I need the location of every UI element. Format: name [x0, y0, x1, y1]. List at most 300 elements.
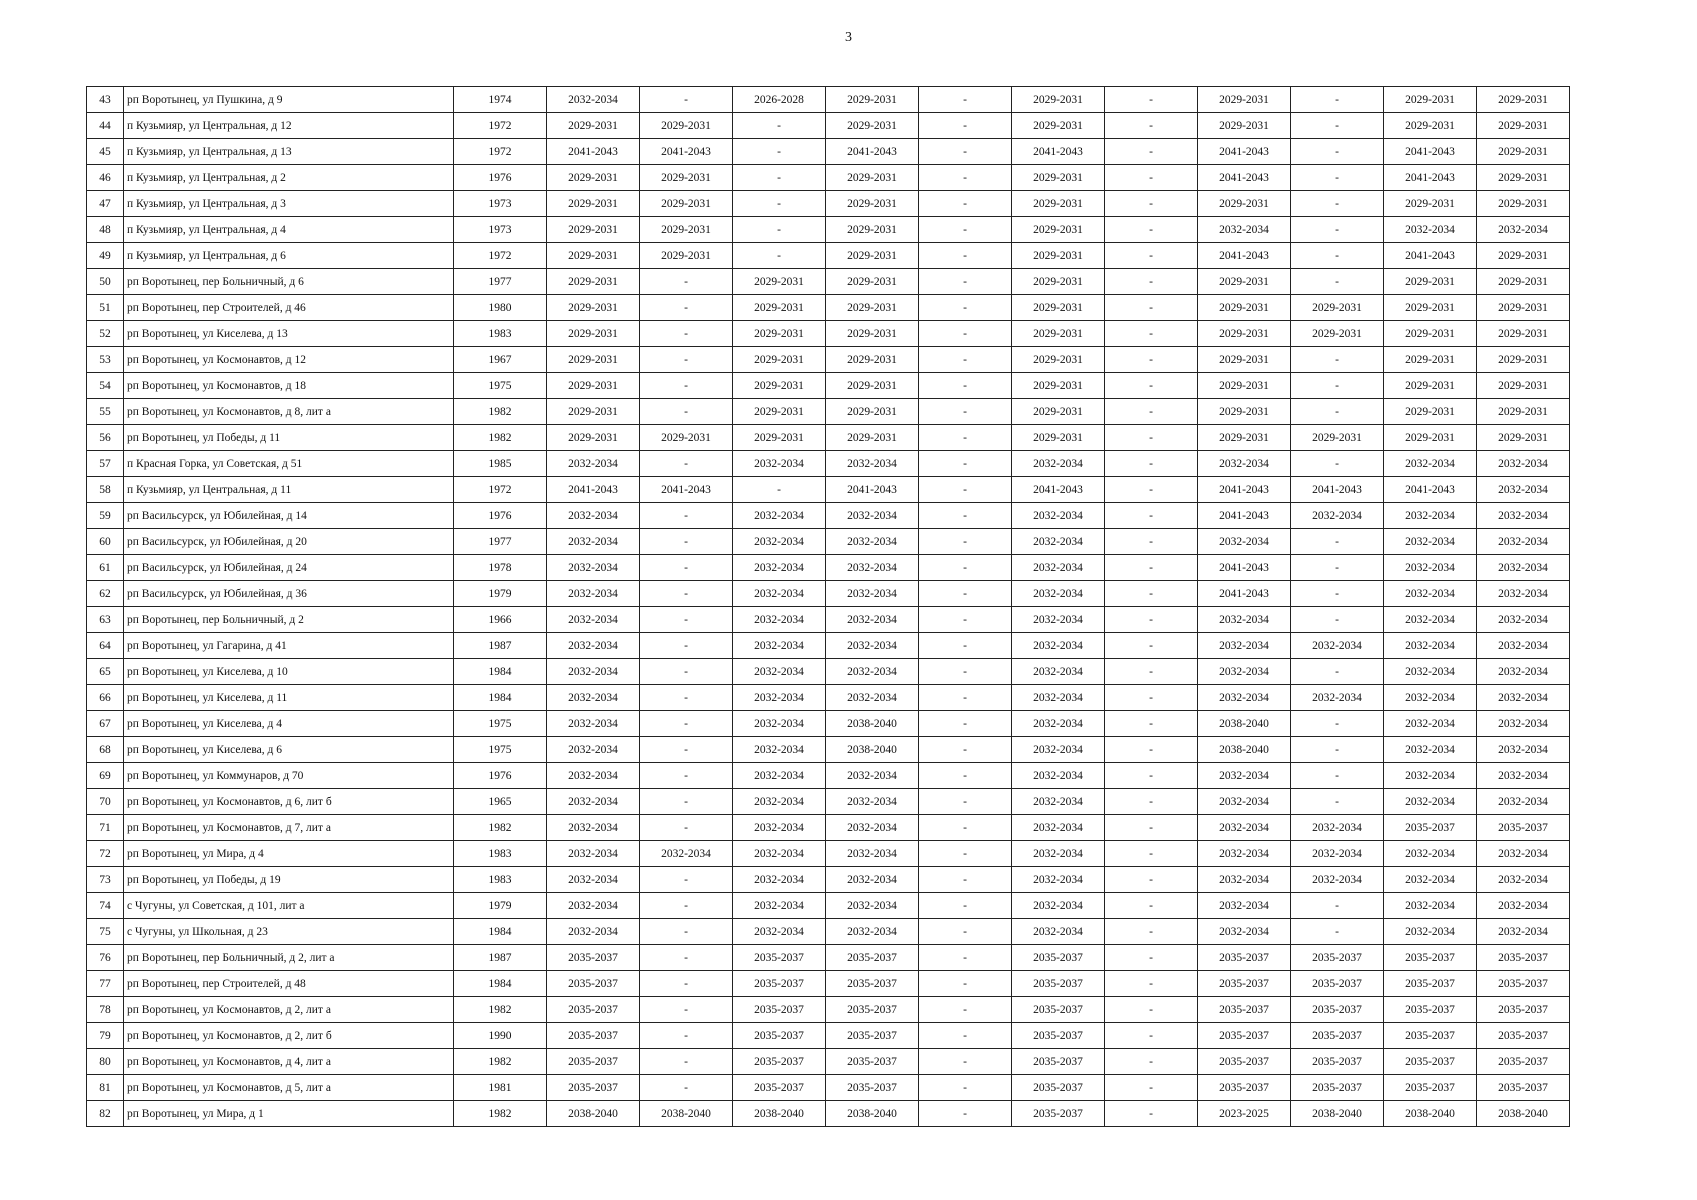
period-1-cell: 2029-2031 — [547, 243, 640, 269]
build-year-cell: 1982 — [454, 997, 547, 1023]
period-9-cell: - — [1291, 451, 1384, 477]
period-8-cell: 2032-2034 — [1198, 789, 1291, 815]
period-1-cell: 2035-2037 — [547, 1023, 640, 1049]
period-5-cell: - — [919, 243, 1012, 269]
period-5-cell: - — [919, 1075, 1012, 1101]
period-4-cell: 2029-2031 — [826, 87, 919, 113]
row-number-cell: 53 — [87, 347, 124, 373]
period-11-cell: 2035-2037 — [1477, 1075, 1570, 1101]
period-7-cell: - — [1105, 867, 1198, 893]
period-10-cell: 2032-2034 — [1384, 217, 1477, 243]
period-11-cell: 2032-2034 — [1477, 685, 1570, 711]
period-6-cell: 2032-2034 — [1012, 763, 1105, 789]
period-9-cell: 2035-2037 — [1291, 997, 1384, 1023]
period-7-cell: - — [1105, 945, 1198, 971]
period-8-cell: 2041-2043 — [1198, 581, 1291, 607]
table-row — [87, 373, 1570, 399]
address-cell: рп Воротынец, ул Победы, д 19 — [124, 867, 454, 893]
period-5-cell: - — [919, 347, 1012, 373]
period-6-cell: 2029-2031 — [1012, 243, 1105, 269]
period-1-cell: 2035-2037 — [547, 1049, 640, 1075]
period-11-cell: 2029-2031 — [1477, 269, 1570, 295]
row-number-cell: 66 — [87, 685, 124, 711]
period-5-cell: - — [919, 191, 1012, 217]
period-11-cell: 2038-2040 — [1477, 1101, 1570, 1127]
period-8-cell: 2029-2031 — [1198, 191, 1291, 217]
period-1-cell: 2029-2031 — [547, 217, 640, 243]
period-2-cell: 2041-2043 — [640, 139, 733, 165]
period-2-cell: 2041-2043 — [640, 477, 733, 503]
build-year-cell: 1983 — [454, 321, 547, 347]
address-cell: рп Воротынец, пер Больничный, д 2, лит а — [124, 945, 454, 971]
period-3-cell: 2029-2031 — [733, 425, 826, 451]
period-7-cell: - — [1105, 633, 1198, 659]
period-11-cell: 2035-2037 — [1477, 971, 1570, 997]
period-11-cell: 2029-2031 — [1477, 373, 1570, 399]
period-11-cell: 2029-2031 — [1477, 295, 1570, 321]
period-4-cell: 2032-2034 — [826, 633, 919, 659]
period-7-cell: - — [1105, 919, 1198, 945]
period-8-cell: 2029-2031 — [1198, 425, 1291, 451]
build-year-cell: 1976 — [454, 503, 547, 529]
table-row — [87, 113, 1570, 139]
period-5-cell: - — [919, 581, 1012, 607]
period-2-cell: - — [640, 971, 733, 997]
period-9-cell: - — [1291, 113, 1384, 139]
row-number-cell: 55 — [87, 399, 124, 425]
period-5-cell: - — [919, 321, 1012, 347]
period-7-cell: - — [1105, 87, 1198, 113]
period-8-cell: 2029-2031 — [1198, 399, 1291, 425]
period-10-cell: 2035-2037 — [1384, 1049, 1477, 1075]
period-7-cell: - — [1105, 269, 1198, 295]
period-4-cell: 2032-2034 — [826, 607, 919, 633]
row-number-cell: 62 — [87, 581, 124, 607]
period-3-cell: 2032-2034 — [733, 451, 826, 477]
table-row — [87, 633, 1570, 659]
period-1-cell: 2029-2031 — [547, 269, 640, 295]
period-1-cell: 2032-2034 — [547, 503, 640, 529]
period-10-cell: 2041-2043 — [1384, 477, 1477, 503]
table-row — [87, 789, 1570, 815]
period-6-cell: 2041-2043 — [1012, 139, 1105, 165]
build-year-cell: 1987 — [454, 945, 547, 971]
period-2-cell: - — [640, 607, 733, 633]
period-8-cell: 2032-2034 — [1198, 815, 1291, 841]
period-5-cell: - — [919, 607, 1012, 633]
period-5-cell: - — [919, 1023, 1012, 1049]
period-2-cell: - — [640, 529, 733, 555]
row-number-cell: 75 — [87, 919, 124, 945]
period-1-cell: 2032-2034 — [547, 893, 640, 919]
period-3-cell: - — [733, 165, 826, 191]
period-6-cell: 2032-2034 — [1012, 659, 1105, 685]
period-10-cell: 2032-2034 — [1384, 555, 1477, 581]
period-10-cell: 2029-2031 — [1384, 87, 1477, 113]
period-2-cell: - — [640, 997, 733, 1023]
period-9-cell: - — [1291, 529, 1384, 555]
period-6-cell: 2032-2034 — [1012, 789, 1105, 815]
period-2-cell: - — [640, 633, 733, 659]
period-8-cell: 2038-2040 — [1198, 711, 1291, 737]
period-5-cell: - — [919, 425, 1012, 451]
period-9-cell: - — [1291, 87, 1384, 113]
build-year-cell: 1967 — [454, 347, 547, 373]
period-5-cell: - — [919, 893, 1012, 919]
address-cell: рп Воротынец, ул Космонавтов, д 6, лит б — [124, 789, 454, 815]
address-cell: рп Воротынец, ул Киселева, д 4 — [124, 711, 454, 737]
table-row — [87, 321, 1570, 347]
period-5-cell: - — [919, 685, 1012, 711]
period-6-cell: 2029-2031 — [1012, 321, 1105, 347]
period-7-cell: - — [1105, 1023, 1198, 1049]
period-3-cell: - — [733, 191, 826, 217]
period-4-cell: 2029-2031 — [826, 217, 919, 243]
period-5-cell: - — [919, 165, 1012, 191]
table-row — [87, 165, 1570, 191]
row-number-cell: 80 — [87, 1049, 124, 1075]
address-cell: рп Воротынец, пер Строителей, д 46 — [124, 295, 454, 321]
address-cell: рп Воротынец, ул Победы, д 11 — [124, 425, 454, 451]
period-3-cell: - — [733, 139, 826, 165]
period-7-cell: - — [1105, 1101, 1198, 1127]
row-number-cell: 72 — [87, 841, 124, 867]
period-10-cell: 2032-2034 — [1384, 763, 1477, 789]
period-10-cell: 2038-2040 — [1384, 1101, 1477, 1127]
period-2-cell: - — [640, 659, 733, 685]
period-6-cell: 2032-2034 — [1012, 633, 1105, 659]
period-10-cell: 2032-2034 — [1384, 841, 1477, 867]
period-8-cell: 2029-2031 — [1198, 295, 1291, 321]
period-4-cell: 2032-2034 — [826, 659, 919, 685]
period-4-cell: 2032-2034 — [826, 581, 919, 607]
period-2-cell: - — [640, 295, 733, 321]
table-row — [87, 529, 1570, 555]
build-year-cell: 1978 — [454, 555, 547, 581]
build-year-cell: 1974 — [454, 87, 547, 113]
period-7-cell: - — [1105, 1049, 1198, 1075]
table-row — [87, 425, 1570, 451]
period-8-cell: 2032-2034 — [1198, 659, 1291, 685]
period-8-cell: 2041-2043 — [1198, 243, 1291, 269]
table-row — [87, 191, 1570, 217]
period-7-cell: - — [1105, 529, 1198, 555]
row-number-cell: 76 — [87, 945, 124, 971]
period-10-cell: 2032-2034 — [1384, 503, 1477, 529]
address-cell: рп Воротынец, ул Космонавтов, д 18 — [124, 373, 454, 399]
table-row — [87, 841, 1570, 867]
period-7-cell: - — [1105, 113, 1198, 139]
period-8-cell: 2032-2034 — [1198, 841, 1291, 867]
period-6-cell: 2032-2034 — [1012, 685, 1105, 711]
period-5-cell: - — [919, 867, 1012, 893]
period-6-cell: 2035-2037 — [1012, 1049, 1105, 1075]
period-11-cell: 2029-2031 — [1477, 139, 1570, 165]
build-year-cell: 1972 — [454, 139, 547, 165]
period-11-cell: 2029-2031 — [1477, 399, 1570, 425]
period-8-cell: 2029-2031 — [1198, 321, 1291, 347]
period-3-cell: 2032-2034 — [733, 659, 826, 685]
period-5-cell: - — [919, 971, 1012, 997]
period-10-cell: 2035-2037 — [1384, 997, 1477, 1023]
period-10-cell: 2029-2031 — [1384, 191, 1477, 217]
period-7-cell: - — [1105, 425, 1198, 451]
period-7-cell: - — [1105, 685, 1198, 711]
period-1-cell: 2032-2034 — [547, 555, 640, 581]
period-6-cell: 2029-2031 — [1012, 113, 1105, 139]
address-cell: рп Воротынец, ул Киселева, д 13 — [124, 321, 454, 347]
build-year-cell: 1979 — [454, 581, 547, 607]
period-3-cell: 2032-2034 — [733, 737, 826, 763]
period-4-cell: 2029-2031 — [826, 113, 919, 139]
period-7-cell: - — [1105, 165, 1198, 191]
period-8-cell: 2029-2031 — [1198, 347, 1291, 373]
period-8-cell: 2029-2031 — [1198, 87, 1291, 113]
period-5-cell: - — [919, 815, 1012, 841]
address-cell: с Чугуны, ул Советская, д 101, лит а — [124, 893, 454, 919]
period-1-cell: 2029-2031 — [547, 113, 640, 139]
period-10-cell: 2035-2037 — [1384, 945, 1477, 971]
period-8-cell: 2035-2037 — [1198, 945, 1291, 971]
table-row — [87, 893, 1570, 919]
build-year-cell: 1975 — [454, 373, 547, 399]
build-year-cell: 1975 — [454, 737, 547, 763]
table-row — [87, 399, 1570, 425]
build-year-cell: 1976 — [454, 165, 547, 191]
address-cell: п Кузьмияр, ул Центральная, д 3 — [124, 191, 454, 217]
row-number-cell: 82 — [87, 1101, 124, 1127]
period-10-cell: 2029-2031 — [1384, 399, 1477, 425]
period-11-cell: 2032-2034 — [1477, 919, 1570, 945]
address-cell: рп Воротынец, ул Космонавтов, д 5, лит а — [124, 1075, 454, 1101]
period-9-cell: 2032-2034 — [1291, 503, 1384, 529]
period-9-cell: - — [1291, 789, 1384, 815]
period-5-cell: - — [919, 113, 1012, 139]
period-1-cell: 2032-2034 — [547, 87, 640, 113]
period-11-cell: 2032-2034 — [1477, 555, 1570, 581]
period-11-cell: 2035-2037 — [1477, 1049, 1570, 1075]
period-3-cell: 2029-2031 — [733, 295, 826, 321]
build-year-cell: 1977 — [454, 269, 547, 295]
build-year-cell: 1981 — [454, 1075, 547, 1101]
period-5-cell: - — [919, 477, 1012, 503]
period-3-cell: 2026-2028 — [733, 87, 826, 113]
period-3-cell: 2035-2037 — [733, 1075, 826, 1101]
period-8-cell: 2029-2031 — [1198, 113, 1291, 139]
period-5-cell: - — [919, 217, 1012, 243]
row-number-cell: 48 — [87, 217, 124, 243]
period-10-cell: 2032-2034 — [1384, 685, 1477, 711]
period-10-cell: 2029-2031 — [1384, 347, 1477, 373]
period-3-cell: 2032-2034 — [733, 919, 826, 945]
period-1-cell: 2029-2031 — [547, 165, 640, 191]
period-2-cell: - — [640, 555, 733, 581]
period-2-cell: 2032-2034 — [640, 841, 733, 867]
period-3-cell: 2029-2031 — [733, 399, 826, 425]
period-2-cell: 2029-2031 — [640, 217, 733, 243]
period-8-cell: 2029-2031 — [1198, 373, 1291, 399]
table-row — [87, 217, 1570, 243]
period-4-cell: 2032-2034 — [826, 685, 919, 711]
period-2-cell: - — [640, 347, 733, 373]
period-1-cell: 2029-2031 — [547, 347, 640, 373]
table-row — [87, 139, 1570, 165]
period-1-cell: 2041-2043 — [547, 139, 640, 165]
period-10-cell: 2035-2037 — [1384, 971, 1477, 997]
period-1-cell: 2032-2034 — [547, 659, 640, 685]
table-row — [87, 737, 1570, 763]
period-10-cell: 2041-2043 — [1384, 243, 1477, 269]
period-5-cell: - — [919, 659, 1012, 685]
address-cell: рп Воротынец, ул Мира, д 1 — [124, 1101, 454, 1127]
period-1-cell: 2041-2043 — [547, 477, 640, 503]
period-7-cell: - — [1105, 997, 1198, 1023]
period-7-cell: - — [1105, 971, 1198, 997]
period-4-cell: 2032-2034 — [826, 919, 919, 945]
period-9-cell: 2029-2031 — [1291, 425, 1384, 451]
period-5-cell: - — [919, 139, 1012, 165]
build-year-cell: 1966 — [454, 607, 547, 633]
period-5-cell: - — [919, 763, 1012, 789]
build-year-cell: 1977 — [454, 529, 547, 555]
period-4-cell: 2035-2037 — [826, 1023, 919, 1049]
address-cell: п Кузьмияр, ул Центральная, д 11 — [124, 477, 454, 503]
address-cell: п Кузьмияр, ул Центральная, д 4 — [124, 217, 454, 243]
period-7-cell: - — [1105, 763, 1198, 789]
row-number-cell: 52 — [87, 321, 124, 347]
period-5-cell: - — [919, 399, 1012, 425]
row-number-cell: 61 — [87, 555, 124, 581]
period-11-cell: 2032-2034 — [1477, 477, 1570, 503]
address-cell: рп Воротынец, ул Коммунаров, д 70 — [124, 763, 454, 789]
period-3-cell: 2029-2031 — [733, 321, 826, 347]
build-year-cell: 1982 — [454, 815, 547, 841]
build-year-cell: 1980 — [454, 295, 547, 321]
period-10-cell: 2029-2031 — [1384, 295, 1477, 321]
period-3-cell: 2032-2034 — [733, 633, 826, 659]
period-9-cell: 2035-2037 — [1291, 945, 1384, 971]
period-9-cell: - — [1291, 919, 1384, 945]
period-8-cell: 2032-2034 — [1198, 217, 1291, 243]
period-4-cell: 2035-2037 — [826, 997, 919, 1023]
period-10-cell: 2032-2034 — [1384, 607, 1477, 633]
row-number-cell: 74 — [87, 893, 124, 919]
period-2-cell: - — [640, 945, 733, 971]
period-7-cell: - — [1105, 243, 1198, 269]
period-4-cell: 2035-2037 — [826, 945, 919, 971]
period-6-cell: 2029-2031 — [1012, 269, 1105, 295]
period-10-cell: 2032-2034 — [1384, 919, 1477, 945]
period-9-cell: - — [1291, 607, 1384, 633]
address-cell: п Кузьмияр, ул Центральная, д 2 — [124, 165, 454, 191]
row-number-cell: 47 — [87, 191, 124, 217]
build-year-cell: 1985 — [454, 451, 547, 477]
period-9-cell: 2035-2037 — [1291, 1023, 1384, 1049]
period-7-cell: - — [1105, 711, 1198, 737]
table-row — [87, 87, 1570, 113]
period-8-cell: 2041-2043 — [1198, 477, 1291, 503]
period-10-cell: 2029-2031 — [1384, 113, 1477, 139]
period-11-cell: 2032-2034 — [1477, 789, 1570, 815]
build-year-cell: 1976 — [454, 763, 547, 789]
period-11-cell: 2035-2037 — [1477, 945, 1570, 971]
period-8-cell: 2032-2034 — [1198, 607, 1291, 633]
build-year-cell: 1982 — [454, 425, 547, 451]
period-1-cell: 2029-2031 — [547, 373, 640, 399]
period-4-cell: 2041-2043 — [826, 477, 919, 503]
period-10-cell: 2041-2043 — [1384, 165, 1477, 191]
period-5-cell: - — [919, 919, 1012, 945]
period-2-cell: - — [640, 1049, 733, 1075]
period-11-cell: 2035-2037 — [1477, 997, 1570, 1023]
period-3-cell: 2032-2034 — [733, 685, 826, 711]
period-3-cell: 2029-2031 — [733, 269, 826, 295]
period-2-cell: - — [640, 789, 733, 815]
period-7-cell: - — [1105, 607, 1198, 633]
period-9-cell: 2035-2037 — [1291, 971, 1384, 997]
period-9-cell: 2032-2034 — [1291, 685, 1384, 711]
period-9-cell: - — [1291, 555, 1384, 581]
period-5-cell: - — [919, 997, 1012, 1023]
period-11-cell: 2029-2031 — [1477, 243, 1570, 269]
table-row — [87, 503, 1570, 529]
period-6-cell: 2035-2037 — [1012, 997, 1105, 1023]
period-2-cell: - — [640, 893, 733, 919]
period-3-cell: - — [733, 217, 826, 243]
period-2-cell: - — [640, 451, 733, 477]
period-1-cell: 2029-2031 — [547, 191, 640, 217]
period-4-cell: 2041-2043 — [826, 139, 919, 165]
build-year-cell: 1987 — [454, 633, 547, 659]
table-row — [87, 1049, 1570, 1075]
period-4-cell: 2029-2031 — [826, 243, 919, 269]
period-4-cell: 2029-2031 — [826, 269, 919, 295]
address-cell: рп Воротынец, ул Космонавтов, д 2, лит б — [124, 1023, 454, 1049]
address-cell: рп Васильсурск, ул Юбилейная, д 36 — [124, 581, 454, 607]
address-cell: рп Воротынец, ул Космонавтов, д 8, лит а — [124, 399, 454, 425]
period-10-cell: 2035-2037 — [1384, 1023, 1477, 1049]
period-9-cell: - — [1291, 893, 1384, 919]
period-3-cell: - — [733, 113, 826, 139]
address-cell: рп Воротынец, ул Пушкина, д 9 — [124, 87, 454, 113]
period-7-cell: - — [1105, 1075, 1198, 1101]
period-4-cell: 2029-2031 — [826, 165, 919, 191]
period-10-cell: 2032-2034 — [1384, 529, 1477, 555]
period-10-cell: 2029-2031 — [1384, 425, 1477, 451]
row-number-cell: 46 — [87, 165, 124, 191]
period-10-cell: 2032-2034 — [1384, 789, 1477, 815]
period-3-cell: 2032-2034 — [733, 555, 826, 581]
period-7-cell: - — [1105, 451, 1198, 477]
address-cell: рп Васильсурск, ул Юбилейная, д 20 — [124, 529, 454, 555]
period-3-cell: 2032-2034 — [733, 789, 826, 815]
period-4-cell: 2029-2031 — [826, 399, 919, 425]
period-1-cell: 2032-2034 — [547, 711, 640, 737]
period-6-cell: 2035-2037 — [1012, 1101, 1105, 1127]
table-row — [87, 763, 1570, 789]
table-row — [87, 997, 1570, 1023]
build-year-cell: 1972 — [454, 113, 547, 139]
row-number-cell: 51 — [87, 295, 124, 321]
period-1-cell: 2032-2034 — [547, 919, 640, 945]
address-cell: рп Воротынец, пер Строителей, д 48 — [124, 971, 454, 997]
period-5-cell: - — [919, 945, 1012, 971]
period-2-cell: - — [640, 269, 733, 295]
period-11-cell: 2032-2034 — [1477, 659, 1570, 685]
build-year-cell: 1973 — [454, 191, 547, 217]
period-2-cell: - — [640, 763, 733, 789]
period-6-cell: 2032-2034 — [1012, 529, 1105, 555]
